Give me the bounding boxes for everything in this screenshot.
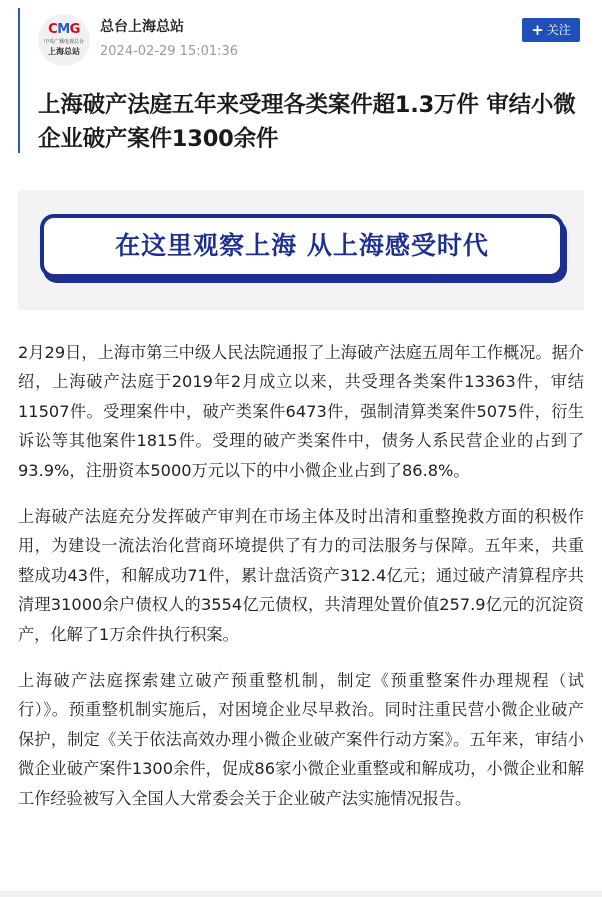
article-paragraph: 2月29日，上海市第三中级人民法院通报了上海破产法庭五周年工作概况。据介绍，上海破产法庭于2019年2月成立以来，共受理各类案件13363件，审结11507件。受理案件中，破产类案件6473件，强制清算类案件5075件，衍生诉讼等其他案件1815件。受理的破产类案件中，债务人系民营企业的占到了93.9%，注册资本5000万元以下的中小微企业占到了86.8%。 [18, 343, 584, 480]
source-name[interactable]: 总台上海总站 [100, 19, 184, 35]
cmg-logo-mark [38, 23, 90, 37]
article-body [18, 338, 584, 830]
logo-letter-m: M [57, 22, 70, 37]
cmg-logo[interactable] [38, 14, 90, 66]
banner [18, 190, 584, 310]
logo-station: 上海总站 [48, 47, 80, 56]
publish-time: 2024-02-29 15:01:36 [100, 44, 239, 59]
article-paragraph: 上海破产法庭充分发挥破产审判在市场主体及时出清和重整挽救方面的积极作用，为建设一流法治化营商环境提供了有力的司法服务与保障。五年来，共重整成功43件，和解成功71件，累计盘活资产312.4亿元；通过破产清算程序共清理31000余户债权人的3554亿元债权，共清理处置价值257.9亿元的沉淀资产，化解了1万余件执行积案。 [18, 507, 584, 644]
plus-icon: + [531, 21, 544, 39]
article-header [38, 10, 584, 70]
bottom-divider [0, 891, 602, 897]
logo-letter-c: C [48, 22, 58, 37]
logo-letter-g: G [69, 22, 80, 37]
follow-label: 关注 [546, 23, 571, 37]
banner-pill [40, 214, 564, 278]
follow-button[interactable] [522, 18, 580, 42]
logo-subtitle: 中央广播电视总台 [43, 39, 84, 45]
article-paragraph: 上海破产法庭探索建立破产预重整机制，制定《预重整案件办理规程（试行）》。预重整机制实施后，对困境企业尽早救治。同时注重民营小微企业破产保护，制定《关于依法高效办理小微企业破产案件行动方案》。五年来，审结小微企业破产案件1300余件，促成86家小微企业重整或和解成功，小微企业和解工作经验被写入全国人大常委会关于企业破产法实施情况报告。 [18, 671, 584, 808]
accent-rule [18, 8, 20, 153]
article-headline: 上海破产法庭五年来受理各类案件超1.3万件 审结小微企业破产案件1300余件 [38, 92, 576, 152]
banner-slogan: 在这里观察上海 从上海感受时代 [115, 231, 489, 260]
